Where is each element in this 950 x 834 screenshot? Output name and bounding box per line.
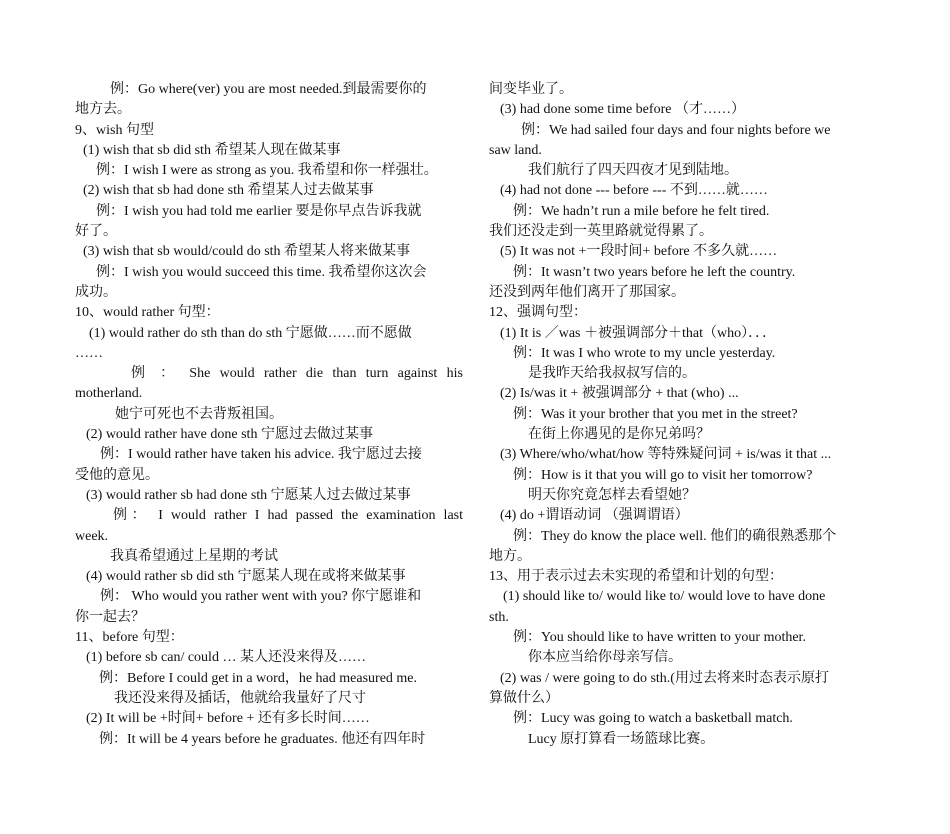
text-line: 算做什么） (489, 690, 559, 706)
text-line: 受他的意见。 (75, 467, 159, 483)
text-line: 我们还没走到一英里路就觉得累了。 (489, 224, 713, 240)
text-line: 例：I wish you had told me earlier 要是你早点告诉我就 (96, 203, 422, 219)
text-line: 好了。 (75, 224, 117, 240)
text-line: 例 ： She would rather die than turn against his (131, 366, 463, 382)
text-line: 例： I would rather I had passed the examination last (113, 508, 463, 524)
text-line: 9、wish 句型 (75, 122, 154, 138)
text-line: Lucy 原打算看一场篮球比赛。 (528, 731, 715, 747)
text-line: 例：How is it that you will go to visit her tomorrow? (513, 467, 813, 483)
text-line: 是我昨天给我叔叔写信的。 (528, 366, 696, 382)
text-line: 例：Lucy was going to watch a basketball match. (513, 711, 793, 727)
text-line: 成功。 (75, 284, 117, 300)
text-line: 我还没来得及插话，他就给我量好了尺寸 (114, 690, 366, 706)
text-line: (1) before sb can/ could … 某人还没来得及…… (86, 650, 366, 666)
text-line: 你本应当给你母亲写信。 (528, 650, 682, 666)
text-line: 例： Who would you rather went with you? 你宁愿谁和 (100, 589, 422, 605)
text-line: week. (75, 528, 109, 544)
text-line: (2) Is/was it + 被强调部分 + that (who) ... (500, 386, 739, 402)
text-line: (5) It was not +一段时间+ before 不多久就…… (500, 244, 778, 260)
text-line: (2) was / were going to do sth.(用过去将来时态表示原打 (500, 670, 829, 686)
text-line: 例：Was it your brother that you met in the street? (513, 406, 798, 422)
text-line: (3) Where/who/what/how 等特殊疑问词 + is/was it that ... (500, 447, 832, 463)
text-line: saw land. (489, 142, 542, 158)
text-line: (4) would rather sb did sth 宁愿某人现在或将来做某事 (86, 569, 406, 585)
text-line: 例：We hadn’t run a mile before he felt tired. (513, 203, 770, 219)
text-line: (1) It is ／was ＋被强调部分＋that（who）．．． (500, 325, 777, 341)
text-line: 例：Go where(ver) you are most needed.到最需要你的 (110, 82, 427, 97)
text-line: 例：We had sailed four days and four nights before we (521, 122, 831, 138)
text-line: (3) had done some time before （才……） (500, 102, 745, 118)
text-line: …… (75, 345, 103, 361)
text-line: 明天你究竟怎样去看望她？ (528, 487, 696, 503)
right-column (489, 80, 879, 750)
text-line: 在街上你遇见的是你兄弟吗？ (528, 427, 710, 443)
text-line: 例：It was I who wrote to my uncle yesterday. (513, 345, 776, 361)
text-line: 她宁可死也不去背叛祖国。 (115, 406, 283, 422)
text-line: 12、强调句型： (489, 305, 587, 321)
text-line: 例：I wish I were as strong as you. 我希望和你一样强壮。 (96, 163, 438, 179)
text-line: sth. (489, 609, 509, 625)
text-line: (2) It will be +时间+ before + 还有多长时间…… (86, 711, 370, 727)
text-line: 10、would rather 句型： (75, 305, 220, 321)
left-column (75, 80, 463, 750)
text-line: 例：I would rather have taken his advice. 我宁愿过去接 (100, 447, 422, 463)
text-line: 例：Before I could get in a word，he had measured me. (99, 670, 418, 686)
text-line: motherland. (75, 386, 143, 402)
text-line: (3) would rather sb had done sth 宁愿某人过去做过某事 (86, 487, 411, 503)
text-line: (4) had not done --- before --- 不到……就…… (500, 183, 768, 199)
text-line: 例：It will be 4 years before he graduates. 他还有四年时 (99, 731, 426, 747)
text-line: (1) would rather do sth than do sth 宁愿做……而不愿做 (89, 325, 412, 341)
text-line: 11、before 句型： (75, 630, 184, 646)
text-line: 还没到两年他们离开了那国家。 (489, 284, 685, 300)
text-line: (3) wish that sb would/could do sth 希望某人将来做某事 (83, 244, 411, 260)
text-line: 你一起去？ (75, 609, 145, 625)
text-line: 我们航行了四天四夜才见到陆地。 (528, 163, 738, 179)
text-line: (2) would rather have done sth 宁愿过去做过某事 (86, 427, 373, 443)
text-line: 间变毕业了。 (489, 82, 573, 97)
text-line: 我真希望通过上星期的考试 (110, 548, 278, 564)
text-line: 例：You should like to have written to your mother. (513, 630, 806, 646)
text-line: 例：They do know the place well. 他们的确很熟悉那个 (513, 528, 837, 544)
text-line: (2) wish that sb had done sth 希望某人过去做某事 (83, 183, 374, 199)
text-line: 例：It wasn’t two years before he left the country. (513, 264, 796, 280)
text-line: (4) do +谓语动词 （强调谓语） (500, 508, 689, 524)
text-line: 地方去。 (75, 102, 131, 118)
text-line: 地方。 (489, 548, 531, 564)
text-line: (1) wish that sb did sth 希望某人现在做某事 (83, 142, 341, 158)
text-line: (1) should like to/ would like to/ would love to have done (503, 589, 826, 605)
text-line: 例：I wish you would succeed this time. 我希望你这次会 (96, 264, 427, 280)
text-line: 13、用于表示过去未实现的希望和计划的句型： (489, 569, 783, 585)
